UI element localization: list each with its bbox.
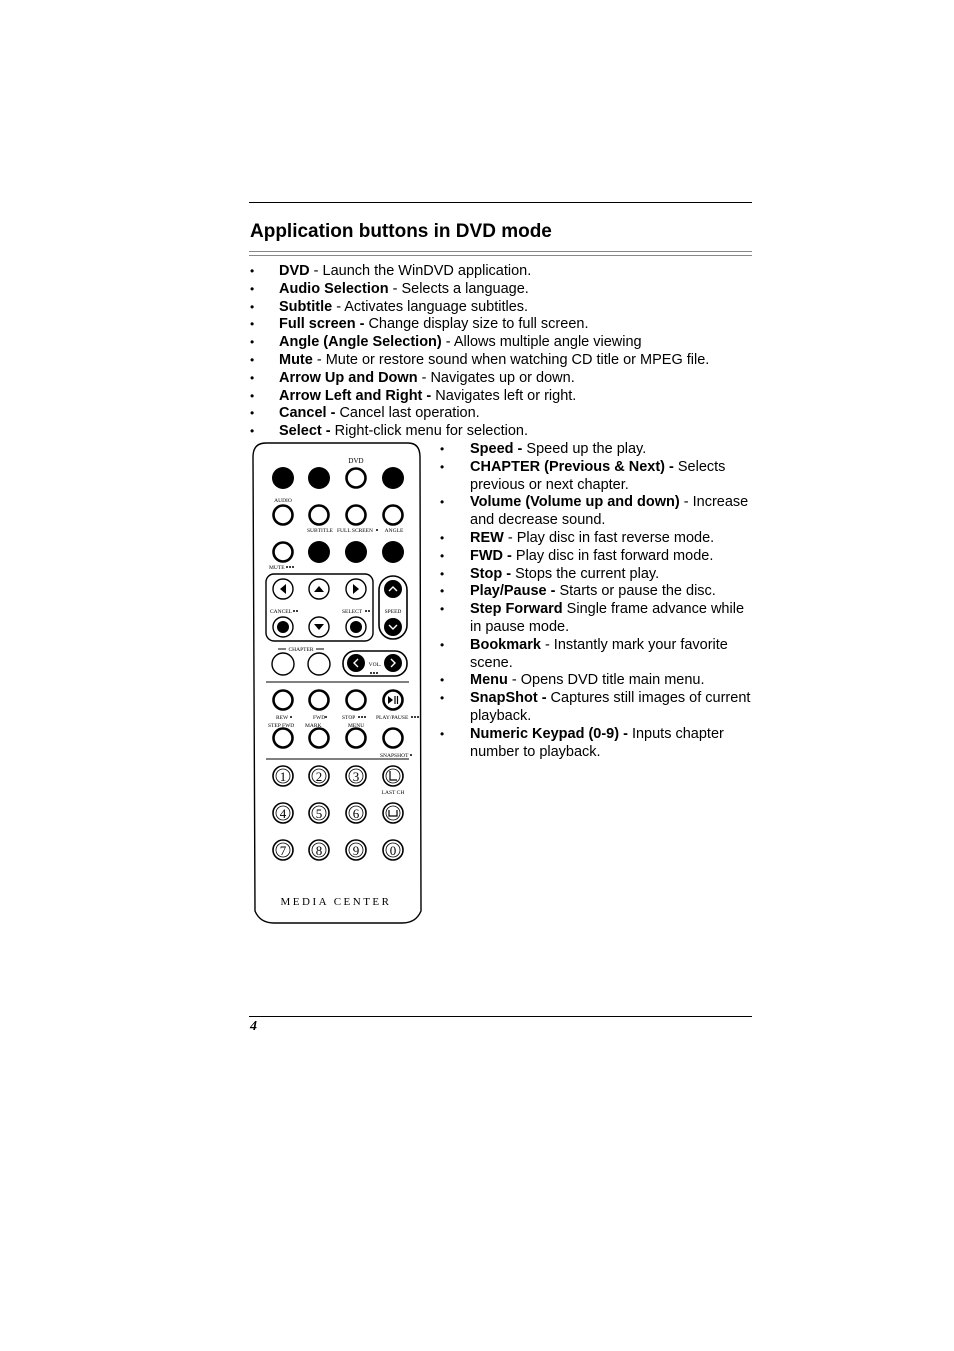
- svg-text:4: 4: [279, 806, 287, 821]
- list-item: • Numeric Keypad (0-9) - Inputs chapter number to playback.: [470, 726, 754, 762]
- mute-button: [274, 543, 293, 562]
- svg-text:5: 5: [315, 806, 323, 821]
- menu-button: [347, 729, 366, 748]
- fwd-button: [310, 691, 329, 710]
- volume-up-button: [384, 654, 402, 672]
- list-item: • CHAPTER (Previous & Next) - Selects previous or next chapter.: [470, 459, 754, 495]
- chapter-next-button: [308, 653, 330, 675]
- rew-button: [274, 691, 293, 710]
- volume-label: VOL.: [368, 662, 382, 668]
- remote-button-dark: [308, 541, 330, 563]
- menu-label: MENU: [348, 723, 365, 729]
- chapter-label: CHAPTER: [288, 647, 314, 653]
- cancel-label: CANCEL: [270, 609, 292, 615]
- right-feature-list: [470, 441, 754, 761]
- chapter-previous-button: [272, 653, 294, 675]
- list-item: • Bookmark - Instantly mark your favorite scene.: [470, 637, 754, 673]
- list-item: • Play/Pause - Starts or pause the disc.: [470, 583, 754, 601]
- brand-label: MEDIA CENTER: [280, 896, 392, 908]
- remote-button-dark: [382, 467, 404, 489]
- footer-rule: [249, 1016, 752, 1017]
- svg-text:1: 1: [279, 769, 287, 784]
- remote-button-dark: [272, 467, 294, 489]
- stop-button: [347, 691, 366, 710]
- select-label: SELECT: [342, 609, 363, 615]
- subtitle-label: SUBTITLE: [307, 528, 333, 534]
- list-item: • Stop - Stops the current play.: [470, 566, 754, 584]
- list-item: • Angle (Angle Selection) - Allows multiple angle viewing: [279, 334, 759, 352]
- subtitle-button: [310, 506, 329, 525]
- top-feature-list: [279, 263, 759, 441]
- remote-button-dark: [308, 467, 330, 489]
- full-screen-label: FULL SCREEN: [336, 528, 374, 534]
- fwd-label: FWD: [313, 715, 326, 721]
- last-ch-label: LAST CH: [381, 790, 405, 796]
- dvd-button: [347, 469, 366, 488]
- list-item: • REW - Play disc in fast reverse mode.: [470, 530, 754, 548]
- svg-text:9: 9: [352, 843, 360, 858]
- step-fwd-button: [274, 729, 293, 748]
- svg-text:7: 7: [279, 843, 287, 858]
- audio-button: [274, 506, 293, 525]
- list-item: • Step Forward Single frame advance while in pause mode.: [470, 601, 754, 637]
- mute-label: MUTE: [269, 565, 285, 571]
- stop-label: STOP: [342, 715, 356, 721]
- list-item: • Arrow Up and Down - Navigates up or down.: [279, 370, 759, 388]
- angle-label: ANGLE: [384, 528, 404, 534]
- speed-down-button: [384, 618, 402, 636]
- snapshot-label: SNAPSHOT: [380, 753, 409, 759]
- list-item: • Full screen - Change display size to full screen.: [279, 316, 759, 334]
- play-pause-label: PLAY/PAUSE: [376, 715, 409, 721]
- mark-label: MARK: [305, 723, 322, 729]
- list-item: • Cancel - Cancel last operation.: [279, 405, 759, 423]
- bookmark-button: [310, 729, 329, 748]
- list-item: • Select - Right-click menu for selection.: [279, 423, 759, 441]
- list-item: • FWD - Play disc in fast forward mode.: [470, 548, 754, 566]
- dvd-label: DVD: [348, 457, 364, 465]
- angle-button: [384, 506, 403, 525]
- title-double-rule: [249, 251, 752, 256]
- list-item: • Mute - Mute or restore sound when watching CD title or MPEG file.: [279, 352, 759, 370]
- list-item: • DVD - Launch the WinDVD application.: [279, 263, 759, 281]
- svg-text:6: 6: [352, 806, 360, 821]
- remote-button-dark: [382, 541, 404, 563]
- volume-down-button: [347, 654, 365, 672]
- remote-control-illustration: [252, 441, 424, 927]
- section-title: Application buttons in DVD mode: [250, 221, 552, 242]
- page-number: 4: [250, 1019, 257, 1034]
- speed-label: SPEED: [384, 609, 402, 615]
- list-item: • Menu - Opens DVD title main menu.: [470, 672, 754, 690]
- audio-label: AUDIO: [274, 498, 292, 504]
- svg-text:0: 0: [389, 843, 397, 858]
- list-item: • Arrow Left and Right - Navigates left or right.: [279, 388, 759, 406]
- full-screen-button: [347, 506, 366, 525]
- list-item: • Audio Selection - Selects a language.: [279, 281, 759, 299]
- svg-text:2: 2: [315, 769, 323, 784]
- snapshot-button: [384, 729, 403, 748]
- list-item: • Speed - Speed up the play.: [470, 441, 754, 459]
- svg-text:8: 8: [315, 843, 323, 858]
- step-fwd-label: STEP FWD: [268, 723, 295, 729]
- speed-up-button: [384, 580, 402, 598]
- header-rule: [249, 202, 752, 203]
- list-item: • Subtitle - Activates language subtitles.: [279, 299, 759, 317]
- rew-label: REW: [276, 715, 289, 721]
- list-item: • SnapShot - Captures still images of current playback.: [470, 690, 754, 726]
- list-item: • Volume (Volume up and down) - Increase and decrease sound.: [470, 494, 754, 530]
- svg-text:3: 3: [352, 769, 360, 784]
- remote-button-dark: [345, 541, 367, 563]
